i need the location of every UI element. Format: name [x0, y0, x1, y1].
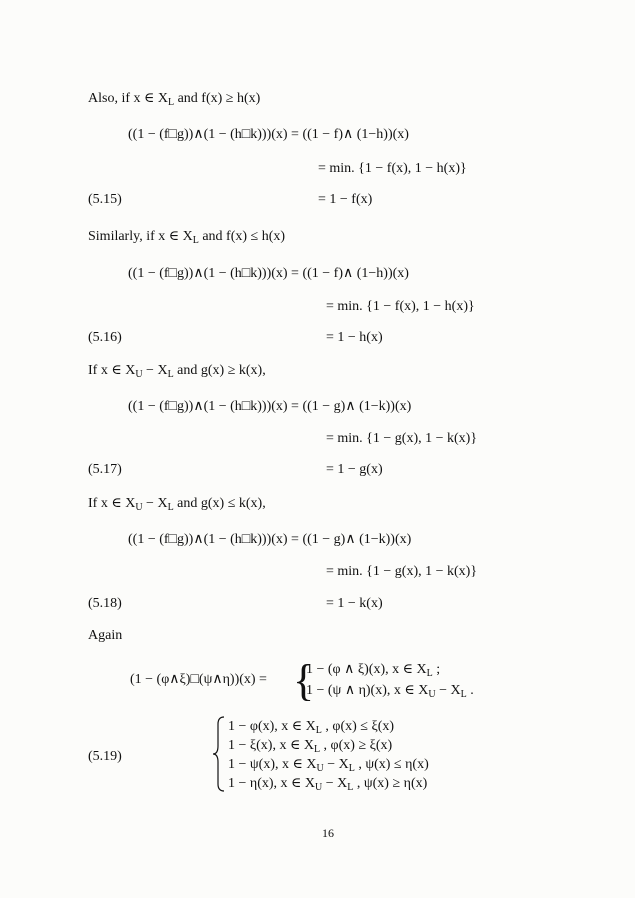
text-line: Again — [88, 628, 123, 643]
text: ; — [432, 662, 441, 677]
text: and g(x) ≤ k(x), — [173, 496, 266, 511]
subscript: U — [316, 763, 324, 774]
text: , φ(x) ≥ ξ(x) — [320, 738, 393, 753]
equation: = min. {1 − g(x), 1 − k(x)} — [326, 564, 478, 579]
equation: = min. {1 − g(x), 1 − k(x)} — [326, 431, 478, 446]
text-line — [88, 364, 266, 380]
page-number: 16 — [322, 826, 334, 840]
text: 1 − ξ(x), x ∈ X — [228, 738, 314, 753]
subscript: L — [167, 502, 174, 513]
equation: ((1 − (f□g))∧(1 − (h□k)))(x) = ((1 − g)∧ (1−k))(x) — [128, 532, 412, 547]
equation-lhs: (1 − (φ∧ξ)□(ψ∧η))(x) = — [130, 672, 267, 687]
text: − X — [142, 496, 168, 511]
text: 1 − η(x), x ∈ X — [228, 776, 316, 791]
text: , ψ(x) ≥ η(x) — [353, 776, 428, 791]
equation: ((1 − (f□g))∧(1 − (h□k)))(x) = ((1 − f)∧ (1−h))(x) — [128, 266, 409, 281]
text: 1 − (ψ ∧ η)(x), x ∈ X — [306, 683, 429, 698]
text: 1 − ψ(x), x ∈ X — [228, 757, 317, 772]
text-line — [88, 497, 266, 513]
text: 1 − (φ ∧ ξ)(x), x ∈ X — [306, 662, 427, 677]
subscript: U — [135, 502, 143, 513]
text: − X — [323, 757, 349, 772]
equation-label: (5.18) — [88, 596, 122, 611]
equation-label: (5.16) — [88, 330, 122, 345]
equation: = 1 − k(x) — [326, 596, 383, 611]
text: , ψ(x) ≤ η(x) — [354, 757, 429, 772]
text: and g(x) ≥ k(x), — [173, 363, 266, 378]
text: and f(x) ≥ h(x) — [174, 91, 261, 106]
subscript: L — [167, 97, 175, 108]
subscript: L — [192, 235, 199, 246]
subscript: L — [426, 668, 433, 679]
equation-label: (5.19) — [88, 749, 122, 764]
text: − X — [142, 363, 168, 378]
equation: = min. {1 − f(x), 1 − h(x)} — [326, 299, 475, 314]
text: If x ∈ X — [88, 496, 136, 511]
left-brace — [212, 716, 226, 792]
text: Also, if x ∈ X — [88, 91, 168, 106]
text: and f(x) ≤ h(x) — [198, 229, 286, 244]
subscript: L — [313, 744, 321, 755]
equation-label: (5.17) — [88, 462, 122, 477]
text: Similarly, if x ∈ X — [88, 229, 193, 244]
subscript: U — [315, 782, 323, 793]
text-line — [88, 92, 260, 108]
equation-label: (5.15) — [88, 192, 122, 207]
text: , φ(x) ≤ ξ(x) — [321, 719, 395, 734]
text-line — [88, 230, 285, 246]
text: − X — [322, 776, 348, 791]
case-line — [228, 758, 429, 774]
subscript: L — [348, 763, 355, 774]
subscript: U — [135, 369, 143, 380]
subscript: L — [347, 782, 354, 793]
equation: ((1 − (f□g))∧(1 − (h□k)))(x) = ((1 − f)∧ (1−h))(x) — [128, 127, 409, 142]
equation: = 1 − h(x) — [326, 330, 383, 345]
equation: = 1 − f(x) — [318, 192, 373, 207]
case-line — [228, 720, 394, 736]
case-line — [228, 739, 392, 755]
equation: ((1 − (f□g))∧(1 − (h□k)))(x) = ((1 − g)∧ (1−k))(x) — [128, 399, 412, 414]
left-brace: { — [293, 656, 315, 705]
subscript: U — [428, 689, 436, 700]
equation: = min. {1 − f(x), 1 − h(x)} — [318, 161, 467, 176]
equation: = 1 − g(x) — [326, 462, 383, 477]
text: . — [466, 683, 474, 698]
text: − X — [435, 683, 461, 698]
case-line — [228, 777, 427, 793]
case-line — [306, 684, 474, 700]
text: 1 − φ(x), x ∈ X — [228, 719, 316, 734]
subscript: L — [167, 369, 174, 380]
subscript: L — [460, 689, 467, 700]
subscript: L — [315, 725, 322, 736]
case-line — [306, 663, 440, 679]
text: If x ∈ X — [88, 363, 136, 378]
